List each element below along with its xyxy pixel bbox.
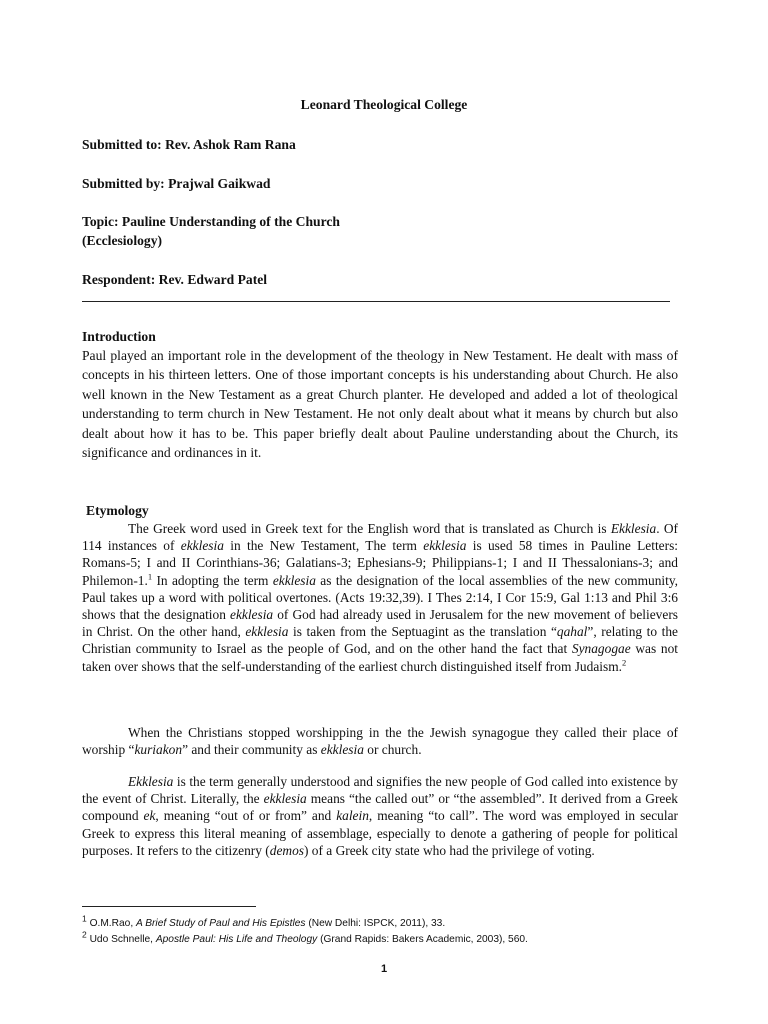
footnote-2: $^2$ Udo Schnelle, Apostle Paul: His Life and Theology (Grand Rapids: Bakers Academic, 2003), 560.: [82, 929, 528, 945]
etymology-heading: Etymology: [86, 503, 149, 518]
introduction-heading: Introduction: [82, 329, 156, 344]
submitted-by: Submitted by: Prajwal Gaikwad: [82, 176, 271, 191]
introduction-paragraph: Paul played an important role in the development of the theology in New Testament. He dealt with mass of concepts in his thirteen letters. One of those important concepts is his understanding about Church. He also well known in the New Testament as a great Church planter. He developed and added a lot of theological understanding to term church in New Testament. He not only dealt about what it means by church but also dealt about how it has to be. This paper briefly dealt about Pauline understanding about the Church, its significance and ordinances in it.: [82, 348, 678, 461]
topic-line-1: Topic: Pauline Understanding of the Church: [82, 214, 340, 229]
submitted-to: Submitted to: Rev. Ashok Ram Rana: [82, 137, 296, 152]
footnote-ref-1[interactable]: 1: [147, 571, 153, 582]
etymology-paragraph-3: Ekklesia is the term generally understood and signifies the new people of God called into existence by the event of Christ. Literally, the ekklesia means “the called out” or “the assembled”. It derived from a Greek compound ek, meaning “out of or from” and kalein, meaning “to call”. The word was employed in secular Greek to express this literal meaning of assemblage, especially to denote a gathering of people for political purposes. It refers to the citizenry (demos) of a Greek city state who had the privilege of voting.: [82, 774, 679, 858]
footnote-1: $^1$ O.M.Rao, A Brief Study of Paul and His Epistles (New Delhi: ISPCK, 2011), 33.: [82, 913, 446, 929]
header-divider: [82, 301, 670, 302]
footnote-ref-2[interactable]: 2: [621, 657, 627, 668]
etymology-paragraph-2: When the Christians stopped worshipping in the the Jewish synagogue they called their place of worship “kuriakon” and their community as ekklesia or church.: [82, 725, 678, 758]
footnote-divider: [82, 906, 256, 907]
page-number: 1: [380, 963, 388, 975]
etymology-paragraph-1: The Greek word used in Greek text for the English word that is translated as Church is Ekklesia. Of 114 instances of ekklesia in the New Testament, The term ekklesia is used 58 times in Pauline Letters: Romans-5; I and II Corinthians-36; Galatians-3; Ephesians-9; Philippians-1; I and II Thessalonians-3; and Philemon-1.$^1$ In adopting the term ekklesia as the designation of the local assemblies of the new community, Paul takes up a word with political overtones. (Acts 19:32,39). I Thes 2:14, I Cor 15:9, Gal 1:13 and Phil 3:6 shows that the designation ekklesia of God had already used in Jerusalem for the new movement of believers in Christ. On the other hand, ekklesia is taken from the Septuagint as the translation “qahal”, relating to the Christian community to Israel as the people of God, and on the other hand the fact that Synagogae was not taken over shows that the self-understanding of the earliest church distinguished itself from Judaism.$^2$: [82, 521, 678, 674]
respondent: Respondent: Rev. Edward Patel: [82, 272, 268, 287]
college-title: Leonard Theological College: [300, 97, 468, 112]
topic-line-2: (Ecclesiology): [82, 233, 163, 248]
